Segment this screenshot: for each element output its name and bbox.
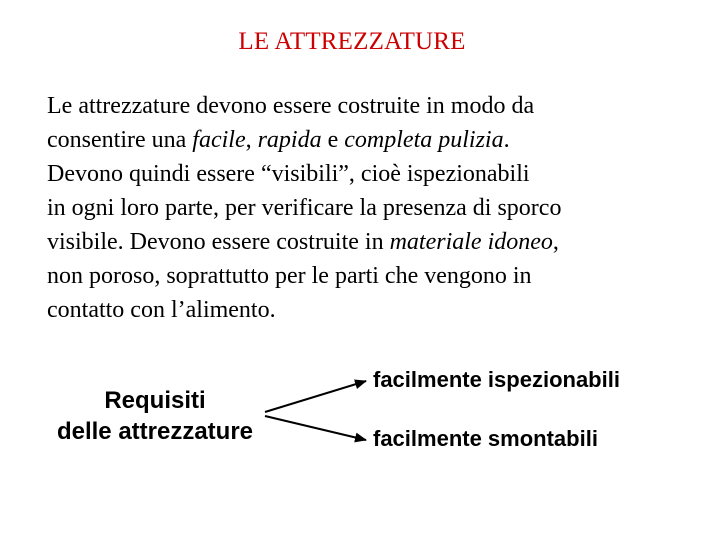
text-run: e [321,127,345,153]
page-title: LE ATTREZZATURE [238,28,466,55]
text-run: , [245,127,258,153]
emphasis-materiale-idoneo: materiale idoneo [389,229,553,255]
arrow-to-smontabili [265,416,366,440]
requirement-item-ispezionabili: facilmente ispezionabili [373,367,620,392]
arrow-to-ispezionabili [265,381,366,412]
text-run: visibile. Devono essere costruite in [47,229,390,255]
requirements-label-line-2: delle attrezzature [56,418,254,445]
emphasis-rapida: rapida [257,127,322,153]
requirement-item-smontabili: facilmente smontabili [373,426,598,451]
paragraph-line-3: Devono quindi essere “visibili”, cioè ispezionabili [47,161,530,187]
paragraph-line-4: in ogni loro parte, per verificare la presenza di sporco [47,195,562,221]
paragraph-line-6: non poroso, soprattutto per le parti che vengono in [47,263,532,289]
paragraph-line-7: contatto con l’alimento. [47,297,276,323]
requirements-label-line-1: Requisiti [104,387,206,414]
text-run: , [552,229,559,255]
paragraph-line-1: Le attrezzature devono essere costruite in modo da [47,93,535,119]
emphasis-facile: facile [192,127,246,153]
text-run: . [503,127,510,153]
emphasis-completa-pulizia: completa pulizia [344,127,504,153]
text-run: consentire una [47,127,193,153]
